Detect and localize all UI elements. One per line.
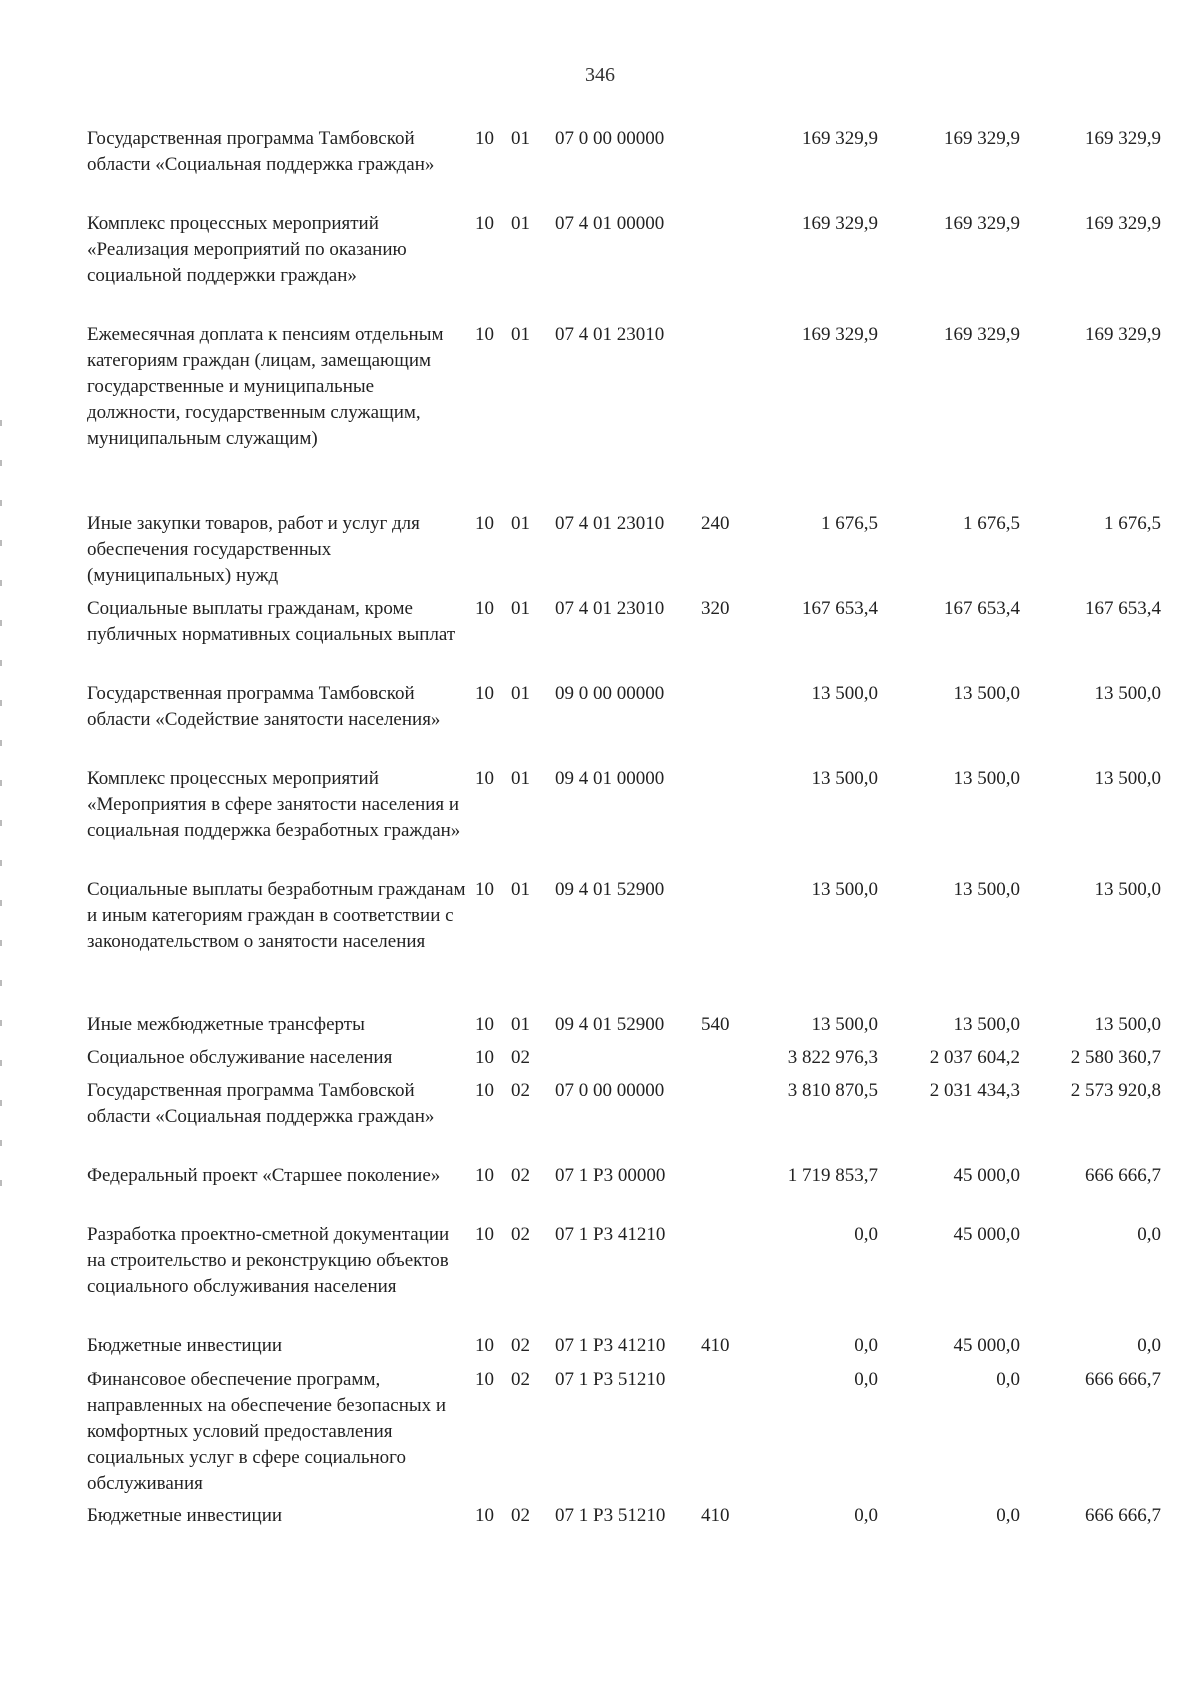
row-amount-year3: 169 329,9	[1085, 324, 1161, 345]
row-target-article: 09 0 00 00000	[555, 683, 665, 704]
row-subsection: 01	[511, 213, 530, 234]
row-subsection: 02	[511, 1165, 530, 1186]
row-target-article: 07 0 00 00000	[555, 1080, 665, 1101]
row-target-article: 07 1 Р3 51210	[555, 1505, 666, 1526]
row-amount-year3: 0,0	[1137, 1224, 1161, 1245]
row-amount-year1: 13 500,0	[811, 1014, 878, 1035]
row-expense-type: 410	[701, 1335, 730, 1356]
row-amount-year1: 3 810 870,5	[787, 1080, 878, 1101]
row-amount-year2: 13 500,0	[953, 879, 1020, 900]
row-expense-type: 240	[701, 513, 730, 534]
row-amount-year3: 13 500,0	[1094, 768, 1161, 789]
row-amount-year1: 169 329,9	[802, 213, 878, 234]
row-amount-year3: 0,0	[1137, 1335, 1161, 1356]
row-amount-year3: 666 666,7	[1085, 1505, 1161, 1526]
row-section: 10	[475, 768, 494, 789]
row-name: Ежемесячная доплата к пенсиям отдельным категориям граждан (лицам, замещающим государственные и муниципальные должности, государственным служащим, муниципальным служащим)	[87, 324, 444, 449]
row-name: Федеральный проект «Старшее поколение»	[87, 1165, 441, 1186]
row-amount-year1: 3 822 976,3	[787, 1047, 878, 1068]
row-amount-year3: 2 580 360,7	[1070, 1047, 1161, 1068]
row-subsection: 02	[511, 1080, 530, 1101]
row-name: Социальные выплаты безработным гражданам и иным категориям граждан в соответствии с законодательством о занятости населения	[87, 879, 466, 952]
row-subsection: 02	[511, 1224, 530, 1245]
row-target-article: 07 0 00 00000	[555, 128, 665, 149]
row-target-article: 09 4 01 00000	[555, 768, 665, 789]
row-target-article: 07 4 01 23010	[555, 598, 665, 619]
row-section: 10	[475, 1047, 494, 1068]
row-amount-year1: 167 653,4	[802, 598, 878, 619]
row-amount-year1: 1 676,5	[821, 513, 878, 534]
row-name: Социальное обслуживание населения	[87, 1047, 393, 1068]
row-section: 10	[475, 1080, 494, 1101]
row-expense-type: 320	[701, 598, 730, 619]
row-amount-year2: 2 031 434,3	[929, 1080, 1020, 1101]
row-name: Социальные выплаты гражданам, кроме публичных нормативных социальных выплат	[87, 598, 456, 645]
row-amount-year1: 169 329,9	[802, 128, 878, 149]
row-target-article: 07 1 Р3 51210	[555, 1369, 666, 1390]
row-name: Финансовое обеспечение программ, направленных на обеспечение безопасных и комфортных условий предоставления социальных услуг в сфере социального обслуживания	[87, 1369, 447, 1494]
row-section: 10	[475, 213, 494, 234]
row-amount-year2: 45 000,0	[953, 1335, 1020, 1356]
row-amount-year1: 169 329,9	[802, 324, 878, 345]
row-subsection: 01	[511, 513, 530, 534]
row-amount-year3: 2 573 920,8	[1070, 1080, 1161, 1101]
row-name: Разработка проектно-сметной документации на строительство и реконструкцию объектов социального обслуживания населения	[87, 1224, 450, 1297]
row-amount-year1: 1 719 853,7	[787, 1165, 878, 1186]
row-section: 10	[475, 879, 494, 900]
row-section: 10	[475, 1224, 494, 1245]
row-section: 10	[475, 324, 494, 345]
row-name: Государственная программа Тамбовской области «Социальная поддержка граждан»	[87, 128, 435, 175]
row-target-article: 07 1 Р3 41210	[555, 1224, 666, 1245]
row-amount-year1: 0,0	[854, 1224, 878, 1245]
row-target-article: 07 4 01 00000	[555, 213, 665, 234]
row-name: Государственная программа Тамбовской области «Социальная поддержка граждан»	[87, 1080, 435, 1127]
row-amount-year3: 13 500,0	[1094, 683, 1161, 704]
row-target-article: 07 4 01 23010	[555, 324, 665, 345]
row-amount-year2: 2 037 604,2	[929, 1047, 1020, 1068]
row-subsection: 02	[511, 1335, 530, 1356]
row-subsection: 01	[511, 768, 530, 789]
scan-margin-mark	[0, 420, 2, 1220]
row-expense-type: 540	[701, 1014, 730, 1035]
page-number: 346	[585, 64, 615, 86]
row-amount-year1: 13 500,0	[811, 768, 878, 789]
row-section: 10	[475, 1014, 494, 1035]
row-amount-year2: 45 000,0	[953, 1165, 1020, 1186]
row-subsection: 02	[511, 1505, 530, 1526]
row-amount-year1: 0,0	[854, 1335, 878, 1356]
row-name: Иные межбюджетные трансферты	[87, 1014, 365, 1035]
row-amount-year2: 169 329,9	[944, 128, 1020, 149]
row-amount-year2: 169 329,9	[944, 324, 1020, 345]
row-name: Бюджетные инвестиции	[87, 1505, 283, 1526]
row-name: Комплекс процессных мероприятий «Реализация мероприятий по оказанию социальной поддержки граждан»	[87, 213, 407, 286]
row-subsection: 02	[511, 1047, 530, 1068]
row-target-article: 07 1 Р3 41210	[555, 1335, 666, 1356]
row-name: Бюджетные инвестиции	[87, 1335, 283, 1356]
row-amount-year3: 167 653,4	[1085, 598, 1161, 619]
row-amount-year2: 13 500,0	[953, 683, 1020, 704]
row-amount-year2: 1 676,5	[963, 513, 1020, 534]
row-amount-year3: 1 676,5	[1104, 513, 1161, 534]
row-amount-year2: 169 329,9	[944, 213, 1020, 234]
row-subsection: 01	[511, 128, 530, 149]
row-target-article: 09 4 01 52900	[555, 879, 665, 900]
row-target-article: 07 4 01 23010	[555, 513, 665, 534]
row-section: 10	[475, 1335, 494, 1356]
row-section: 10	[475, 1369, 494, 1390]
row-amount-year2: 0,0	[996, 1505, 1020, 1526]
row-subsection: 01	[511, 683, 530, 704]
row-amount-year3: 169 329,9	[1085, 213, 1161, 234]
row-subsection: 02	[511, 1369, 530, 1390]
row-amount-year2: 13 500,0	[953, 1014, 1020, 1035]
row-section: 10	[475, 513, 494, 534]
row-section: 10	[475, 128, 494, 149]
row-amount-year1: 13 500,0	[811, 879, 878, 900]
row-amount-year2: 167 653,4	[944, 598, 1020, 619]
row-amount-year2: 13 500,0	[953, 768, 1020, 789]
row-subsection: 01	[511, 879, 530, 900]
row-section: 10	[475, 683, 494, 704]
row-section: 10	[475, 598, 494, 619]
row-target-article: 09 4 01 52900	[555, 1014, 665, 1035]
row-amount-year3: 13 500,0	[1094, 879, 1161, 900]
row-subsection: 01	[511, 598, 530, 619]
row-amount-year2: 0,0	[996, 1369, 1020, 1390]
row-name: Комплекс процессных мероприятий «Мероприятия в сфере занятости населения и социальная поддержка безработных граждан»	[87, 768, 461, 841]
row-amount-year1: 0,0	[854, 1505, 878, 1526]
row-subsection: 01	[511, 1014, 530, 1035]
row-expense-type: 410	[701, 1505, 730, 1526]
row-name: Иные закупки товаров, работ и услуг для обеспечения государственных (муниципальных) нужд	[87, 513, 420, 586]
row-section: 10	[475, 1165, 494, 1186]
row-amount-year3: 169 329,9	[1085, 128, 1161, 149]
row-section: 10	[475, 1505, 494, 1526]
row-amount-year3: 666 666,7	[1085, 1369, 1161, 1390]
row-amount-year3: 13 500,0	[1094, 1014, 1161, 1035]
row-amount-year3: 666 666,7	[1085, 1165, 1161, 1186]
row-target-article: 07 1 Р3 00000	[555, 1165, 666, 1186]
row-amount-year1: 0,0	[854, 1369, 878, 1390]
row-amount-year2: 45 000,0	[953, 1224, 1020, 1245]
row-name: Государственная программа Тамбовской области «Содействие занятости населения»	[87, 683, 441, 730]
row-subsection: 01	[511, 324, 530, 345]
row-amount-year1: 13 500,0	[811, 683, 878, 704]
